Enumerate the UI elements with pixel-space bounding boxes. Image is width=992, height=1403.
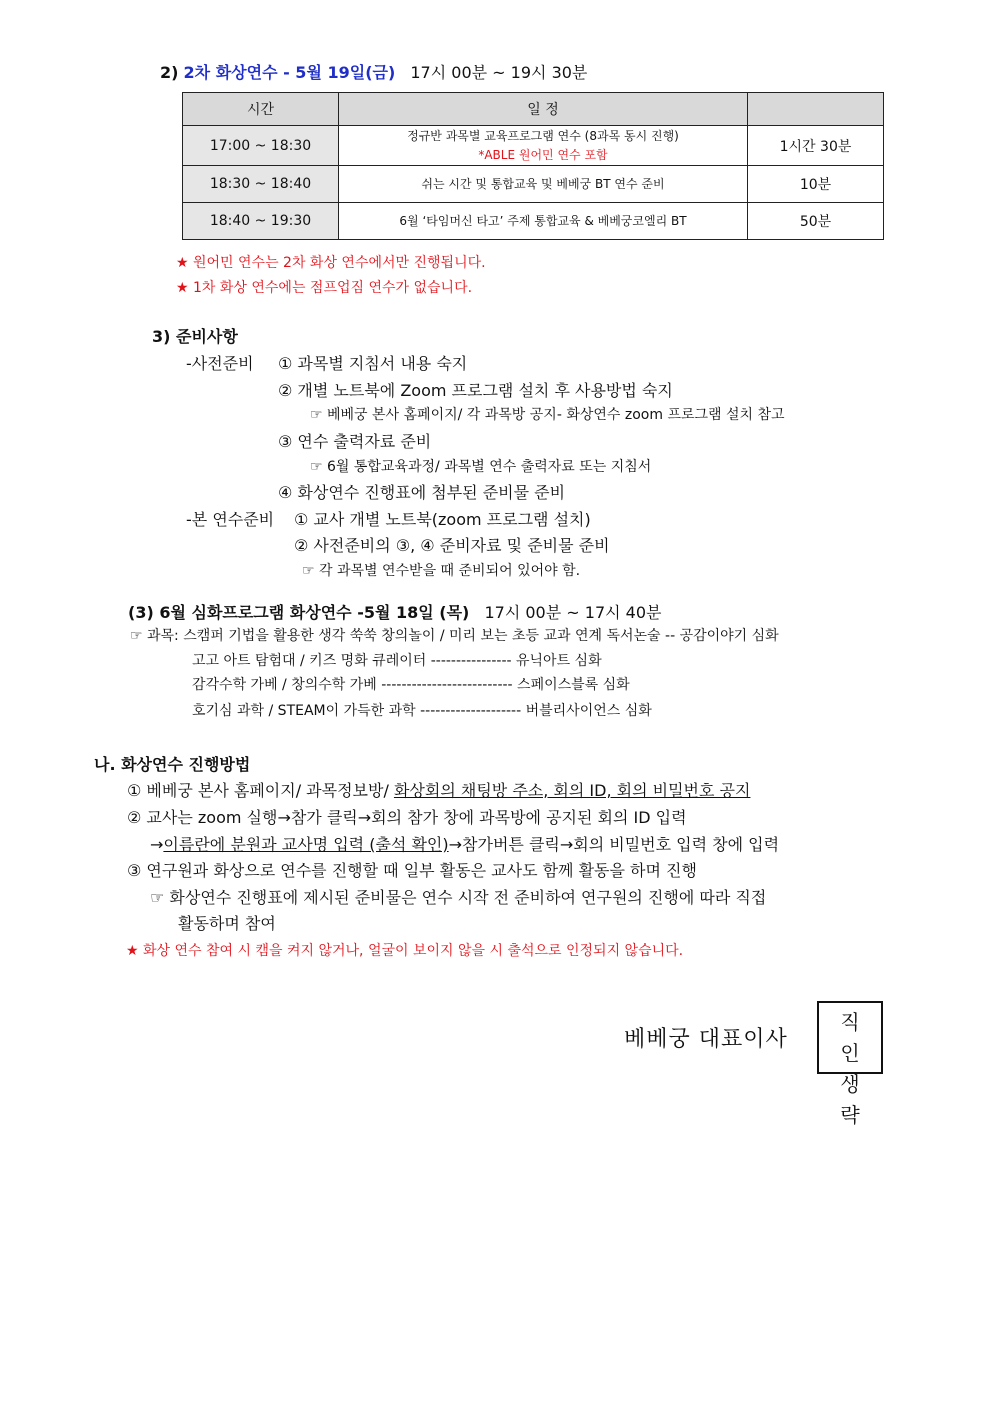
section-2-title: 2차 화상연수 - 5월 19일(금) (183, 63, 396, 82)
pre-prep-item-2-sub: ☞ 베베궁 본사 홈페이지/ 각 과목방 공지- 화상연수 zoom 프로그램 설치 참고 (310, 407, 785, 423)
attendance-warning: ★ 화상 연수 참여 시 캠을 켜지 않거나, 얼굴이 보이지 않을 시 출석으로 인정되지 않습니다. (126, 943, 684, 959)
pre-prep-item-3: ③ 연수 출력자료 준비 (278, 432, 432, 451)
row-description-note: *ABLE 원어민 연수 포함 (478, 147, 608, 162)
method-line-1 (127, 778, 750, 801)
stamp-line-2: 생략 (840, 1072, 870, 1127)
advanced-program-title: (3) 6월 심화프로그램 화상연수 -5월 18일 (목) (128, 603, 470, 622)
header-duration (748, 93, 884, 126)
method-line-1-text: ① 베베궁 본사 홈페이지/ 과목정보방/ (127, 781, 394, 800)
section-3-title: 3) 준비사항 (152, 327, 238, 346)
row-duration: 1시간 30분 (748, 126, 884, 166)
method-line-4: ③ 연구원과 화상으로 연수를 진행할 때 일부 활동은 교사도 함께 활동을 하며 진행 (127, 861, 697, 880)
row-time: 17:00 ~ 18:30 (183, 126, 339, 166)
header-time: 시간 (183, 93, 339, 126)
schedule-header-row (183, 93, 884, 126)
stamp-line-1: 직인 (840, 1010, 870, 1065)
pre-prep-item-3-sub: ☞ 6월 통합교육과정/ 과목별 연수 출력자료 또는 지침서 (310, 459, 652, 475)
method-line-3 (150, 832, 779, 855)
method-line-2: ② 교사는 zoom 실행→참가 클릭→회의 참가 창에 과목방에 공지된 회의 ID 입력 (127, 808, 687, 827)
row-description: 쉬는 시간 및 통합교육 및 베베궁 BT 연수 준비 (339, 166, 748, 203)
ceo-signature: 베베궁 대표이사 (624, 1027, 788, 1052)
row-duration: 10분 (748, 166, 884, 203)
section-2-number: 2) (160, 63, 179, 82)
main-prep-item-2: ② 사전준비의 ③, ④ 준비자료 및 준비물 준비 (294, 536, 610, 555)
row-time: 18:40 ~ 19:30 (183, 203, 339, 240)
advanced-subject-line-4: 호기심 과학 / STEAM이 가득한 과학 -------------------- 버블리사이언스 심화 (192, 703, 652, 719)
note-jumpup-gym: ★ 1차 화상 연수에는 점프업짐 연수가 없습니다. (176, 280, 473, 296)
advanced-subject-line-2: 고고 아트 탐험대 / 키즈 명화 큐레이터 ---------------- 유닉아트 심화 (192, 653, 602, 669)
pre-prep-item-1: ① 과목별 지침서 내용 숙지 (278, 354, 468, 373)
method-line-3-text: →참가버튼 클릭→회의 비밀번호 입력 창에 입력 (448, 835, 780, 854)
method-line-5: ☞ 화상연수 진행표에 제시된 준비물은 연수 시작 전 준비하여 연구원의 진행에 따라 직접 (150, 888, 767, 907)
method-line-1-underlined: 화상회의 채팅방 주소, 회의 ID, 회의 비밀번호 공지 (393, 781, 751, 800)
advanced-program-time: 17시 00분 ~ 17시 40분 (484, 603, 662, 622)
pre-prep-item-2: ② 개별 노트북에 Zoom 프로그램 설치 후 사용방법 숙지 (278, 381, 673, 400)
pre-prep-item-4: ④ 화상연수 진행표에 첨부된 준비물 준비 (278, 483, 566, 502)
row-description: 6월 ‘타임머신 타고’ 주제 통합교육 & 베베궁코엘리 BT (339, 203, 748, 240)
advanced-subject-line-1: ☞ 과목: 스캠퍼 기법을 활용한 생각 쑥쑥 창의놀이 / 미리 보는 초등 교과 연계 독서논술 -- 공감이야기 심화 (130, 628, 779, 644)
table-row (183, 203, 884, 240)
row-time: 18:30 ~ 18:40 (183, 166, 339, 203)
note-native-speaker: ★ 원어민 연수는 2차 화상 연수에서만 진행됩니다. (176, 255, 486, 271)
table-row (183, 166, 884, 203)
main-prep-item-1: ① 교사 개별 노트북(zoom 프로그램 설치) (294, 510, 591, 529)
schedule-table (182, 92, 884, 240)
row-description-text: 정규반 과목별 교육프로그램 연수 (8과목 동시 진행) (407, 128, 679, 143)
method-line-6: 활동하며 참여 (178, 914, 276, 933)
pre-prep-label: -사전준비 (186, 354, 254, 373)
advanced-subject-line-3: 감각수학 가베 / 창의수학 가베 -------------------------- 스페이스블록 심화 (192, 677, 630, 693)
header-schedule: 일 정 (339, 93, 748, 126)
section-2-heading (160, 60, 587, 83)
method-line-3-arrow: → (150, 835, 164, 854)
row-description (339, 126, 748, 166)
main-prep-label: -본 연수준비 (186, 510, 275, 529)
main-prep-item-2-sub: ☞ 각 과목별 연수받을 때 준비되어 있어야 함. (302, 563, 581, 579)
table-row (183, 126, 884, 166)
row-duration: 50분 (748, 203, 884, 240)
advanced-program-heading (128, 600, 661, 623)
method-title: 나. 화상연수 진행방법 (94, 755, 251, 774)
method-line-3-underlined: 이름란에 분원과 교사명 입력 (출석 확인) (163, 835, 449, 854)
seal-omitted-stamp (817, 1001, 883, 1127)
section-2-time: 17시 00분 ~ 19시 30분 (410, 63, 588, 82)
